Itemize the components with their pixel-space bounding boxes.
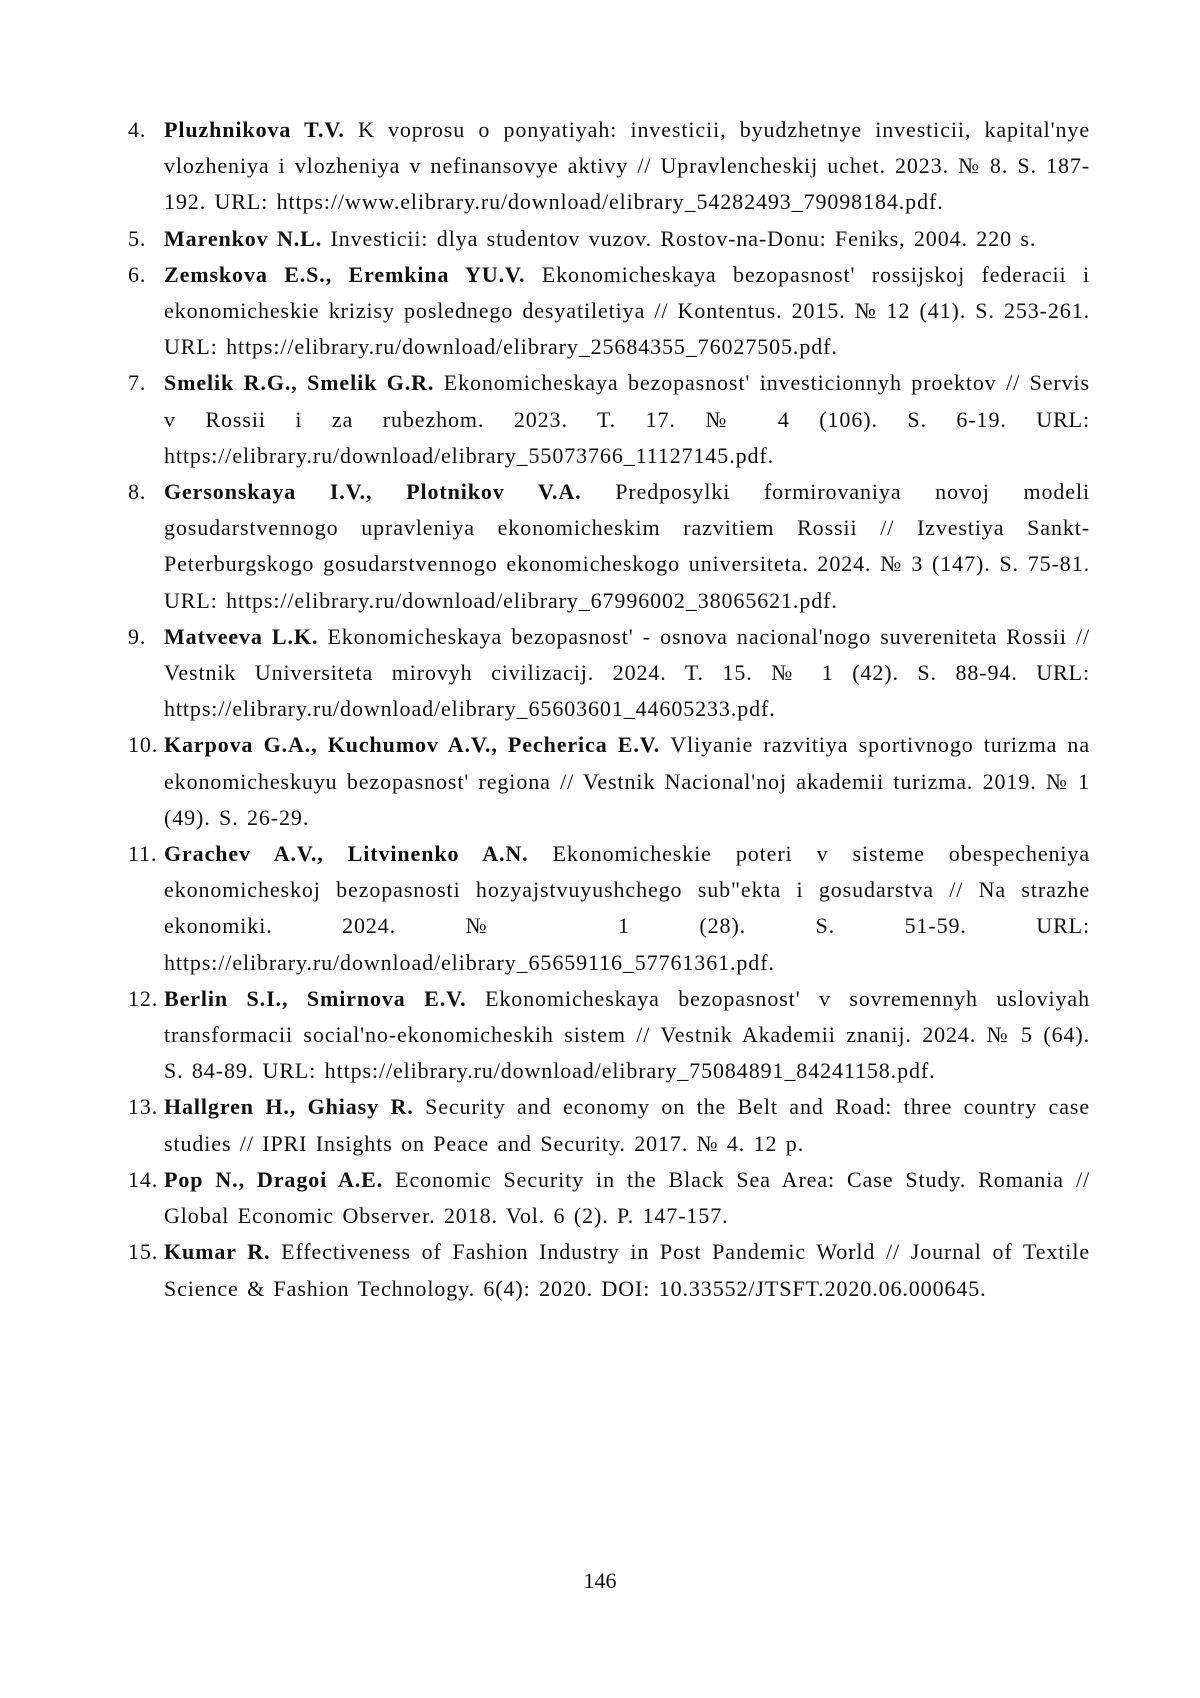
reference-number: 5. (128, 225, 147, 251)
reference-number: 6. (128, 261, 147, 287)
reference-item (128, 257, 1090, 366)
reference-item (128, 981, 1090, 1090)
reference-number: 11. (128, 841, 158, 867)
reference-authors: Grachev A.V., Litvinenko A.N. (164, 841, 553, 867)
reference-item (128, 1234, 1090, 1306)
reference-text: Investicii: dlya studentov vuzov. Rostov-na-Donu: Feniks, 2004. 220 s. (330, 225, 1037, 251)
reference-authors: Pluzhnikova T.V. (164, 117, 358, 142)
reference-list (128, 112, 1090, 1307)
reference-number: 7. (128, 370, 147, 396)
reference-text: K voprosu o ponyatiyah: investicii, byudzhetnye investicii, kapital'nye vlozheniya i vlozheniya v nefinansovye aktivy // Upravlencheskij uchet. 2023. № 8. S. 187-192. URL: https://www.elibrary.ru/download/elibrary_54282493_79098184.pdf. (164, 117, 1090, 215)
reference-number: 14. (128, 1166, 159, 1192)
reference-item (128, 1162, 1090, 1234)
reference-item (128, 727, 1090, 836)
reference-text: Ekonomicheskaya bezopasnost' investicionnyh proektov // Servis v Rossii i za rubezhom. 2023. T. 17. № 4 (106). S. 6-19. URL: https://elibrary.ru/download/elibrary_55073766_11127145.pdf. (164, 370, 1091, 468)
reference-text: Vliyanie razvitiya sportivnogo turizma na ekonomicheskuyu bezopasnost' regiona // Vestnik Nacional'noj akademii turizma. 2019. № 1 (49). S. 26-29. (164, 732, 1090, 830)
reference-number: 15. (128, 1239, 159, 1265)
reference-authors: Hallgren H., Ghiasy R. (164, 1094, 426, 1120)
reference-text: Effectiveness of Fashion Industry in Post Pandemic World // Journal of Textile Science & Fashion Technology. 6(4): 2020. DOI: 10.33552/JTSFT.2020.06.000645. (164, 1239, 1090, 1301)
reference-authors: Pop N., Dragoi A.E. (164, 1166, 396, 1192)
reference-text: Ekonomicheskaya bezopasnost' v sovremennyh usloviyah transformacii social'no-ekonomicheskih sistem // Vestnik Akademii znanij. 2024. № 5 (64). S. 84-89. URL: https://elibrary.ru/download/elibrary_75084891_84241158.pdf. (164, 985, 1090, 1084)
reference-item (128, 619, 1090, 728)
reference-number: 4. (128, 117, 147, 142)
reference-authors: Zemskova E.S., Eremkina YU.V. (164, 261, 542, 287)
reference-authors: Kumar R. (164, 1239, 282, 1265)
reference-authors: Matveeva L.K. (164, 623, 328, 649)
reference-text: Security and economy on the Belt and Road: three country case studies // IPRI Insights on Peace and Security. 2017. № 4. 12 p. (164, 1094, 1090, 1156)
reference-text: Ekonomicheskaya bezopasnost' - osnova nacional'nogo suvereniteta Rossii // Vestnik Universiteta mirovyh civilizacij. 2024. T. 15. № 1 (42). S. 88-94. URL: https://elibrary.ru/download/elibrary_65603601_44605233.pdf. (164, 623, 1090, 722)
reference-text: Predposylki formirovaniya novoj modeli gosudarstvennogo upravleniya ekonomicheskim razvitiem Rossii // Izvestiya Sankt-Peterburgskogo gosudarstvennogo ekonomicheskogo universiteta. 2024. № 3 (147). S. 75-81. URL: https://elibrary.ru/download/elibrary_67996002_38065621.pdf. (164, 479, 1090, 613)
page-number: 146 (583, 1568, 617, 1593)
reference-text: Economic Security in the Black Sea Area: Case Study. Romania // Global Economic Observer. 2018. Vol. 6 (2). P. 147-157. (164, 1166, 1090, 1229)
reference-text: Ekonomicheskie poteri v sisteme obespecheniya ekonomicheskoj bezopasnosti hozyajstvuyushchego sub"ekta i gosudarstva // Na strazhe ekonomiki. 2024. № 1 (28). S. 51-59. URL: https://elibrary.ru/download/elibrary_65659116_57761361.pdf. (164, 841, 1090, 975)
reference-authors: Marenkov N.L. (164, 225, 331, 251)
reference-item (128, 1089, 1090, 1161)
reference-number: 9. (128, 623, 147, 649)
reference-number: 12. (128, 985, 159, 1011)
reference-item (128, 365, 1090, 474)
reference-authors: Karpova G.A., Kuchumov A.V., Pecherica E.V. (164, 732, 671, 758)
reference-authors: Berlin S.I., Smirnova E.V. (164, 985, 485, 1011)
reference-number: 10. (128, 732, 159, 758)
reference-number: 13. (128, 1094, 159, 1120)
reference-item (128, 221, 1090, 257)
reference-authors: Smelik R.G., Smelik G.R. (164, 370, 444, 396)
reference-item (128, 836, 1090, 981)
reference-item (128, 474, 1090, 619)
reference-item (128, 112, 1090, 221)
reference-authors: Gersonskaya I.V., Plotnikov V.A. (164, 479, 616, 505)
reference-text: Ekonomicheskaya bezopasnost' rossijskoj federacii i ekonomicheskie krizisy poslednego desyatiletiya // Kontentus. 2015. № 12 (41). S. 253-261. URL: https://elibrary.ru/download/elibrary_25684355_76027505.pdf. (164, 261, 1090, 360)
reference-number: 8. (128, 479, 147, 505)
